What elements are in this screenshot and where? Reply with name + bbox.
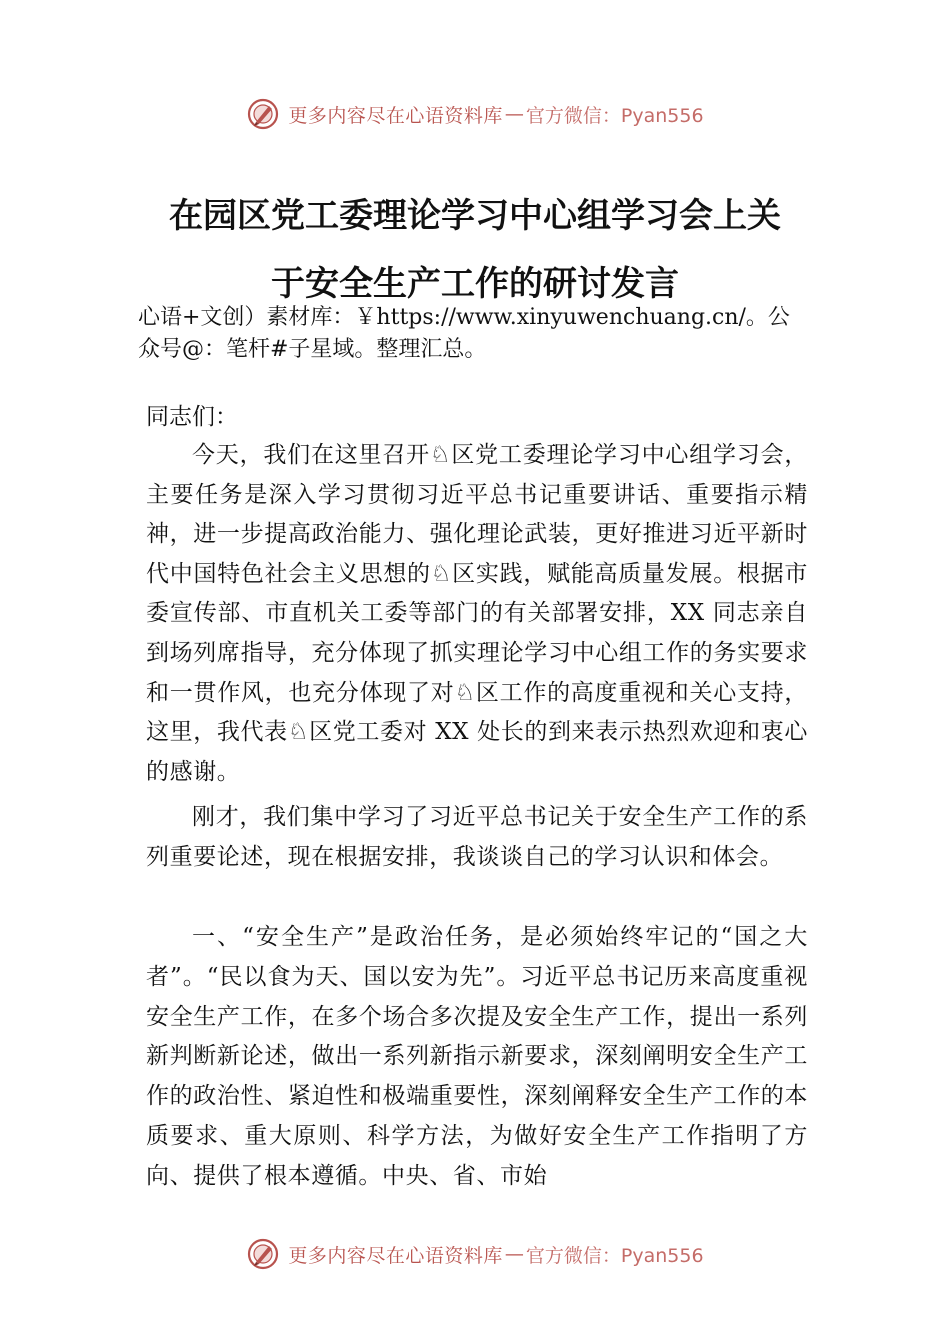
greeting: 同志们： <box>146 404 238 430</box>
document-title-line-2: 于安全生产工作的研讨发言 <box>271 264 679 304</box>
banner-wechat: 官方微信：Pyan556 <box>525 1244 704 1267</box>
pen-circle-icon <box>246 97 280 131</box>
pen-circle-icon <box>246 1237 280 1271</box>
source-line-1: 心语+文创）素材库：￥https://www.xinyuwenchuang.cn/。公 <box>138 305 790 330</box>
document-title-line-1: 在园区党工委理论学习中心组学习会上关 <box>169 196 781 236</box>
header-watermark-banner <box>0 94 950 134</box>
body-paragraph: 一、“安全生产”是政治任务，是必须始终牢记的“国之大者”。“民以食为天、国以安为先”。习近平总书记历来高度重视安全生产工作，在多个场合多次提及安全生产工作，提出一系列新判断新论述，做出一系列新指示新要求，深刻阐明安全生产工作的政治性、紧迫性和极端重要性，深刻阐释安全生产工作的本质要求、重大原则、科学方法，为做好安全生产工作指明了方向、提供了根本遵循。中央、省、市始 <box>146 924 808 1189</box>
body-paragraph: 刚才，我们集中学习了习近平总书记关于安全生产工作的系列重要论述，现在根据安排，我谈谈自己的学习认识和体会。 <box>146 804 808 870</box>
banner-text: 更多内容尽在心语资料库 <box>288 104 503 127</box>
banner-separator: — <box>504 103 524 125</box>
banner-separator: — <box>504 1243 524 1265</box>
footer-watermark-banner <box>0 1234 950 1274</box>
source-note <box>138 302 848 372</box>
source-line-2: 众号@：笔杆#子星域。整理汇总。 <box>138 337 487 362</box>
banner-text: 更多内容尽在心语资料库 <box>288 1244 503 1267</box>
banner-wechat: 官方微信：Pyan556 <box>525 104 704 127</box>
body-paragraph: 今天，我们在这里召开♘区党工委理论学习中心组学习会，主要任务是深入学习贯彻习近平总书记重要讲话、重要指示精神，进一步提高政治能力、强化理论武装，更好推进习近平新时代中国特色社会主义思想的♘区实践，赋能高质量发展。根据市委宣传部、市直机关工委等部门的有关部署安排，XX 同志亲自到场列席指导，充分体现了抓实理论学习中心组工作的务实要求和一贯作风，也充分体现了对♘区工作的高度重视和关心支持，这里，我代表♘区党工委对 XX 处长的到来表示热烈欢迎和衷心的感谢。 <box>146 442 808 785</box>
